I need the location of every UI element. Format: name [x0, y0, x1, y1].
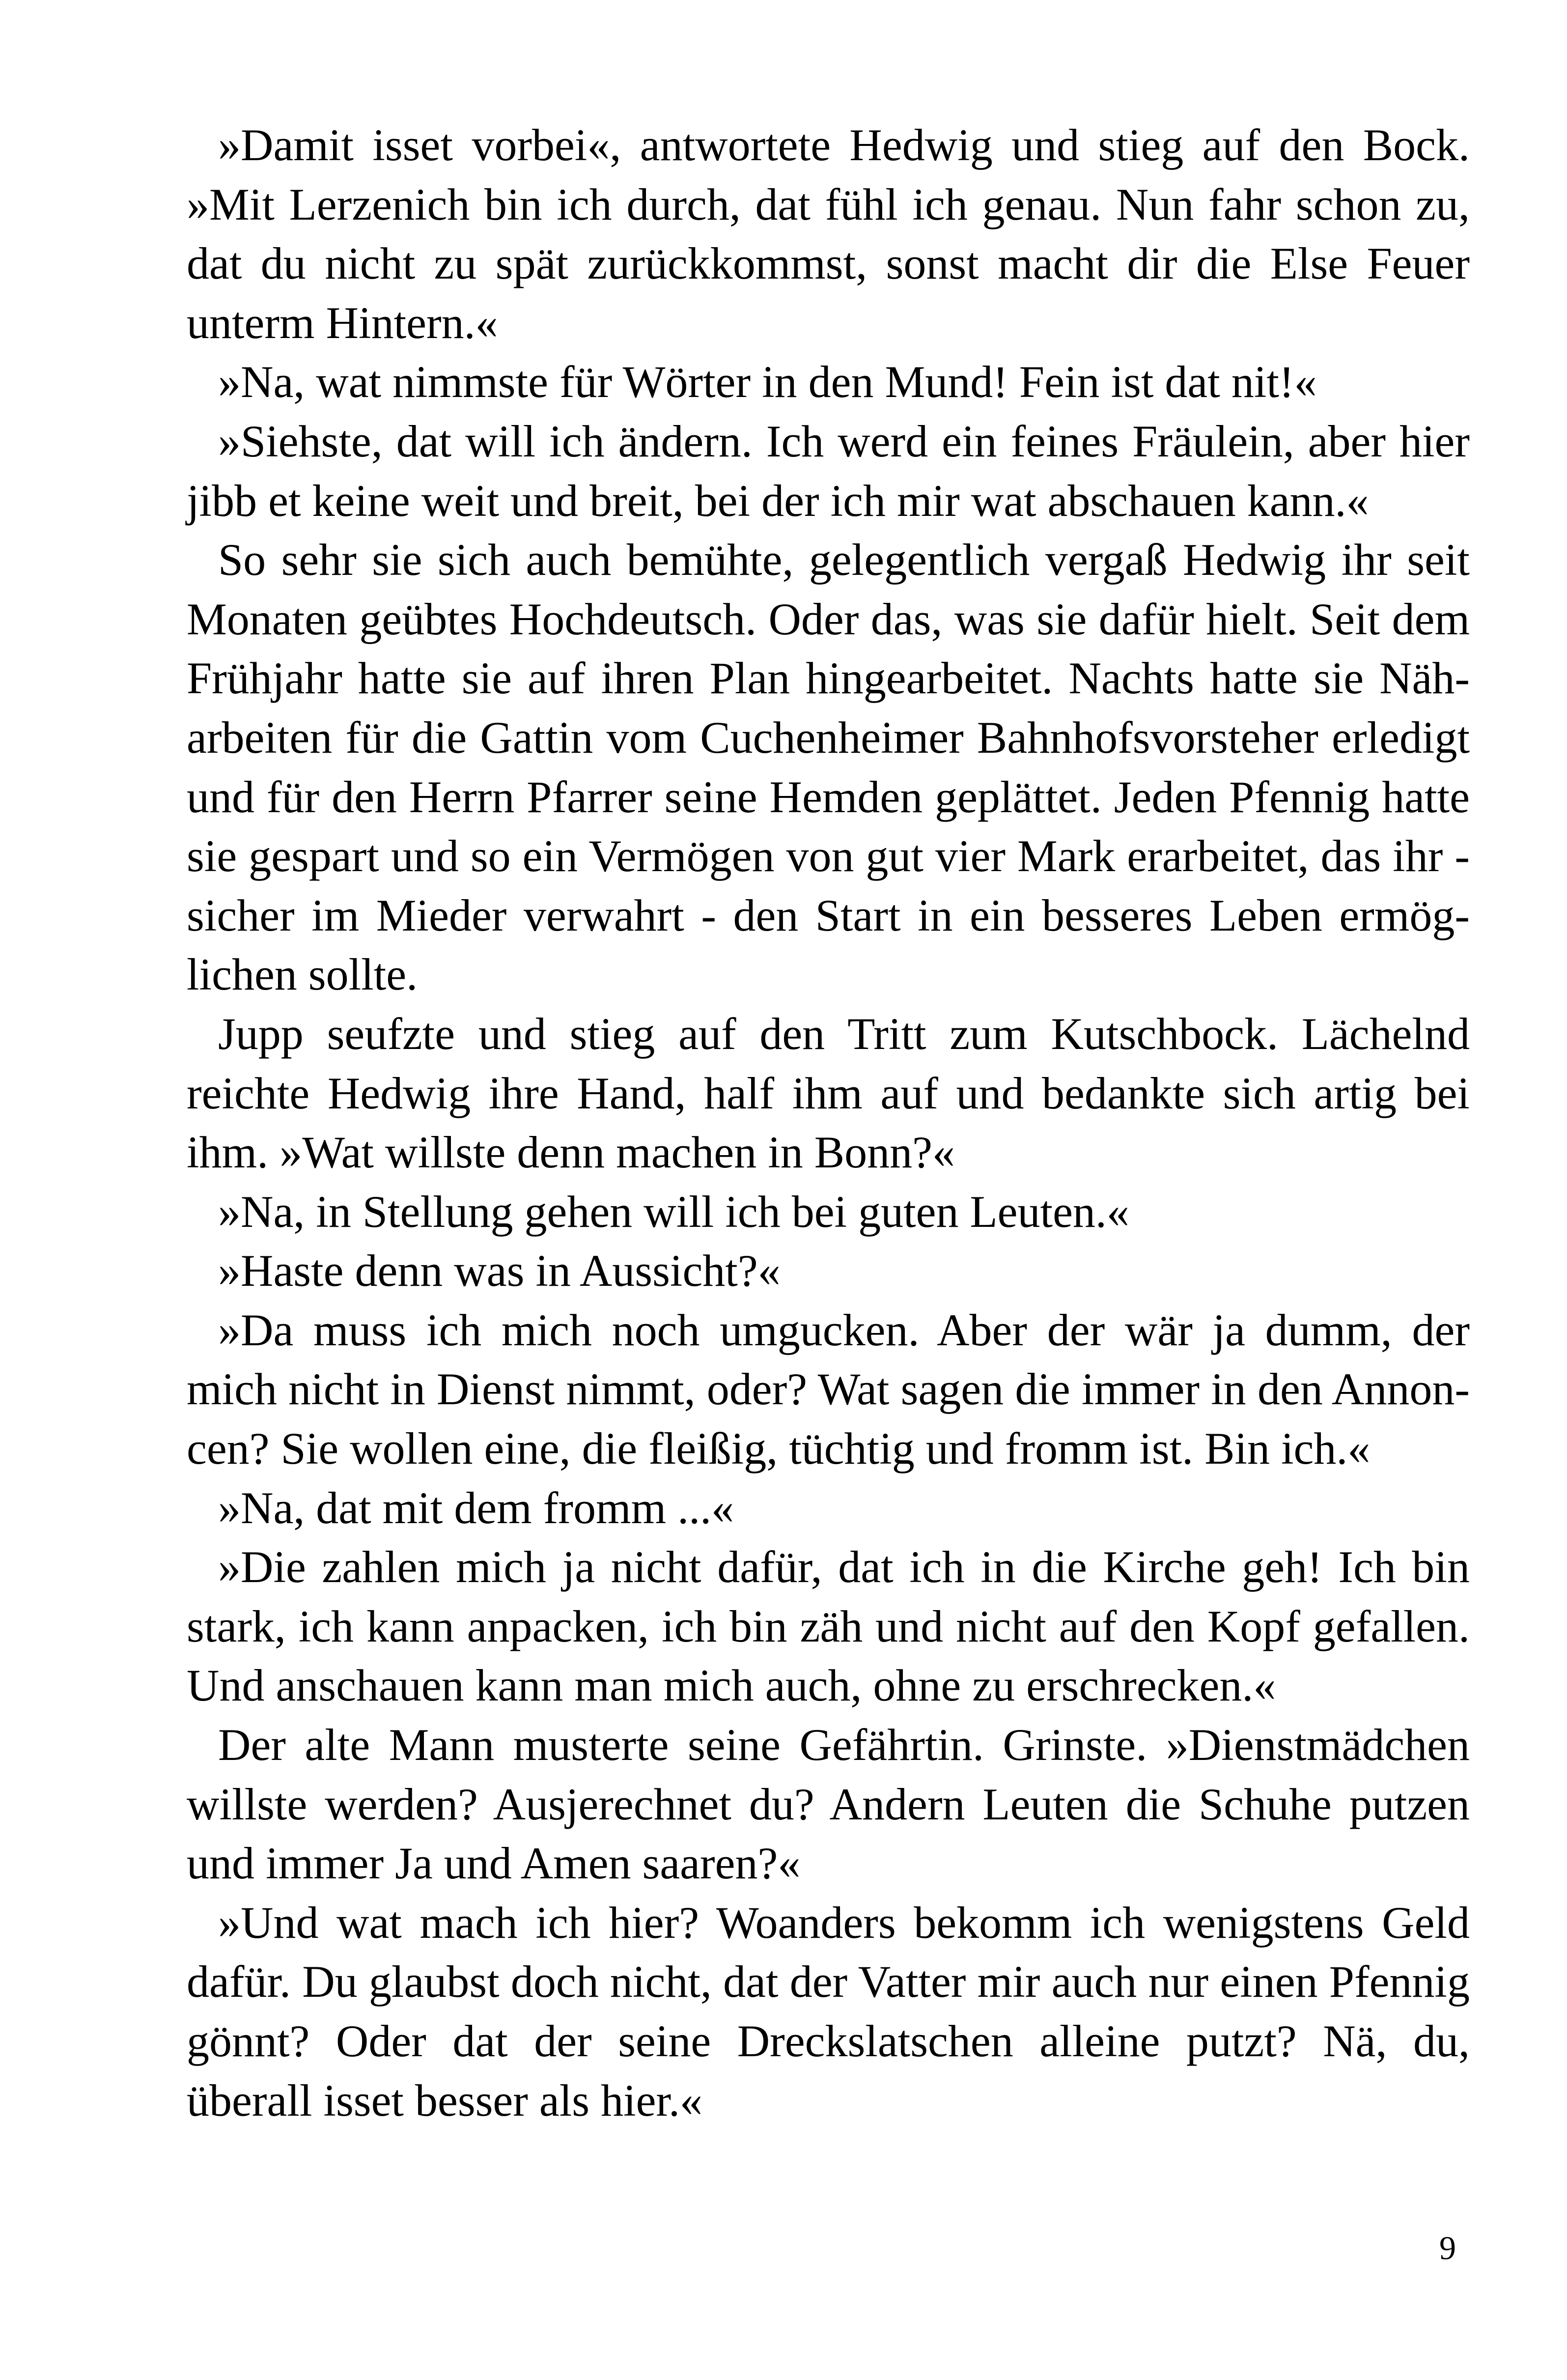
- paragraph: So sehr sie sich auch bemühte, gelegentlich vergaß Hedwig ihr seit Monaten geübtes Hochdeutsch. Oder das, was sie dafür hielt. Seit dem Frühjahr hatte sie auf ihren Plan hingearbeitet. Nachts hatte sie Näharbeiten für die Gattin vom Cuchenheimer Bahnhofsvorsteher erledigt und für den Herrn Pfarrer seine Hemden geplättet. Jeden Pfennig hatte sie gespart und so ein Vermögen von gut vier Mark erarbeitet, das ihr - sicher im Mieder verwahrt - den Start in ein besseres Leben ermöglichen sollte.: [187, 535, 1470, 1000]
- paragraph: »Haste denn was in Aussicht?«: [218, 1246, 781, 1296]
- paragraph: »Die zahlen mich ja nicht dafür, dat ich in die Kirche geh! Ich bin stark, ich kann anpacken, ich bin zäh und nicht auf den Kopf gefallen. Und anschauen kann man mich auch, ohne zu erschrecken.«: [187, 1542, 1470, 1711]
- paragraph: Der alte Mann musterte seine Gefährtin. Grinste. »Dienstmädchen willste werden? Ausjerechnet du? Andern Leuten die Schuhe putzen und immer Ja und Amen saaren?«: [187, 1720, 1470, 1889]
- paragraph: »Und wat mach ich hier? Woanders bekomm ich wenigstens Geld dafür. Du glaubst doch nicht, dat der Vatter mir auch nur einen Pfennig gönnt? Oder dat der seine Dreckslatschen alleine putzt? Nä, du, überall isset besser als hier.«: [187, 1897, 1470, 2125]
- paragraph: »Na, wat nimmste für Wörter in den Mund! Fein ist dat nit!«: [218, 357, 1317, 407]
- paragraph: »Na, in Stellung gehen will ich bei guten Leuten.«: [218, 1186, 1129, 1237]
- paragraph: »Damit isset vorbei«, antwortete Hedwig und stieg auf den Bock. »Mit Lerzenich bin ich durch, dat fühl ich genau. Nun fahr schon zu, dat du nicht zu spät zurückkommst, sonst macht dir die Else Feuer unterm Hintern.«: [187, 120, 1470, 348]
- paragraph: »Siehste, dat will ich ändern. Ich werd ein feines Fräulein, aber hier jibb et keine weit und breit, bei der ich mir wat abschauen kann.«: [187, 416, 1470, 526]
- book-page-body: [187, 115, 1470, 2130]
- page-number: 9: [1439, 2229, 1456, 2267]
- paragraph: »Na, dat mit dem fromm ...«: [218, 1482, 734, 1533]
- paragraph: Jupp seufzte und stieg auf den Tritt zum Kutschbock. Lächelnd reichte Hedwig ihre Hand, half ihm auf und bedankte sich artig bei ihm. »Wat willste denn machen in Bonn?«: [187, 1008, 1470, 1178]
- paragraph: »Da muss ich mich noch umgucken. Aber der wär ja dumm, der mich nicht in Dienst nimmt, oder? Wat sagen die immer in den Annoncen? Sie wollen eine, die fleißig, tüchtig und fromm ist. Bin ich.«: [187, 1304, 1470, 1474]
